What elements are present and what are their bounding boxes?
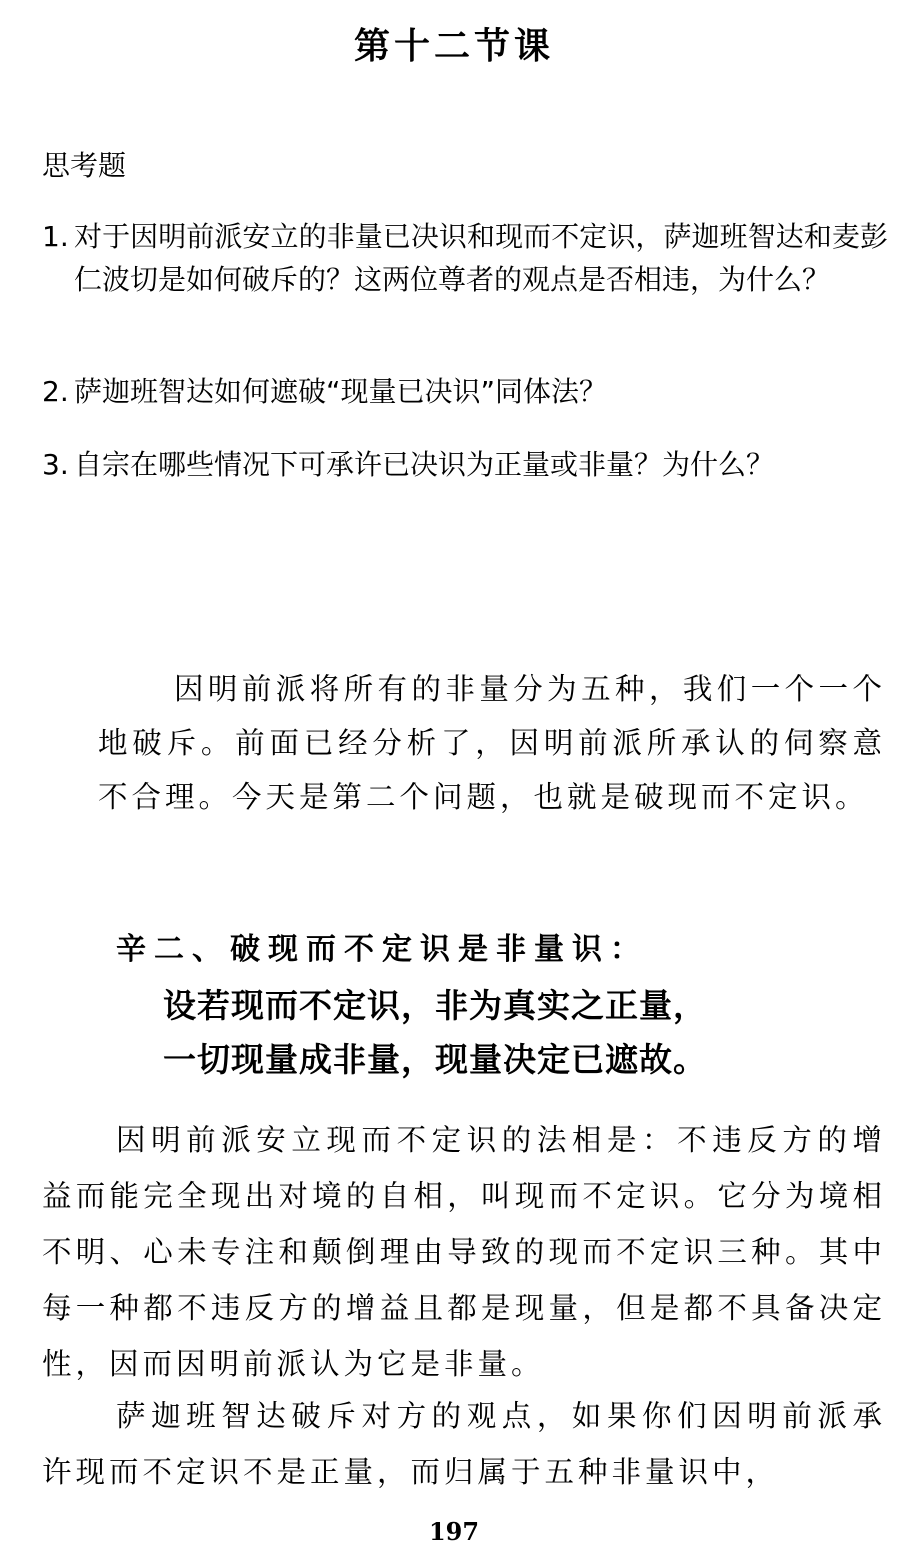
question-item xyxy=(42,443,888,486)
question-number: 2. xyxy=(42,375,69,408)
intro-paragraph: 因明前派将所有的非量分为五种，我们一个一个地破斥。前面已经分析了，因明前派所承认的伺察意不合理。今天是第二个问题，也就是破现而不定识。 xyxy=(98,671,886,814)
question-number: 1. xyxy=(42,220,69,253)
body-paragraph: 萨迦班智达破斥对方的观点，如果你们因明前派承许现而不定识不是正量，而归属于五种非量识中， xyxy=(42,1398,886,1489)
page-number: 197 xyxy=(428,1517,480,1546)
question-text: 萨迦班智达如何遮破“现量已决识”同体法？ xyxy=(74,375,608,408)
question-number: 3. xyxy=(42,448,69,481)
chapter-title: 第十二节课 xyxy=(353,25,554,67)
question-item xyxy=(42,215,888,301)
question-text: 自宗在哪些情况下可承许已决识为正量或非量？为什么？ xyxy=(74,448,775,481)
questions-heading: 思考题 xyxy=(42,149,127,182)
question-text: 对于因明前派安立的非量已决识和现而不定识，萨迦班智达和麦彭仁波切是如何破斥的？这两位尊者的观点是否相违，为什么？ xyxy=(74,220,888,296)
question-item xyxy=(42,370,888,413)
verse-line: 一切现量成非量，现量决定已遮故。 xyxy=(163,1040,707,1079)
section-heading: 辛二、破现而不定识是非量识： xyxy=(116,932,648,967)
body-paragraph: 因明前派安立现而不定识的法相是：不违反方的增益而能完全现出对境的自相，叫现而不定识。它分为境相不明、心未专注和颠倒理由导致的现而不定识三种。其中每一种都不违反方的增益且都是现量，但是都不具备决定性，因而因明前派认为它是非量。 xyxy=(42,1122,886,1381)
verse-line: 设若现而不定识，非为真实之正量， xyxy=(163,986,707,1025)
